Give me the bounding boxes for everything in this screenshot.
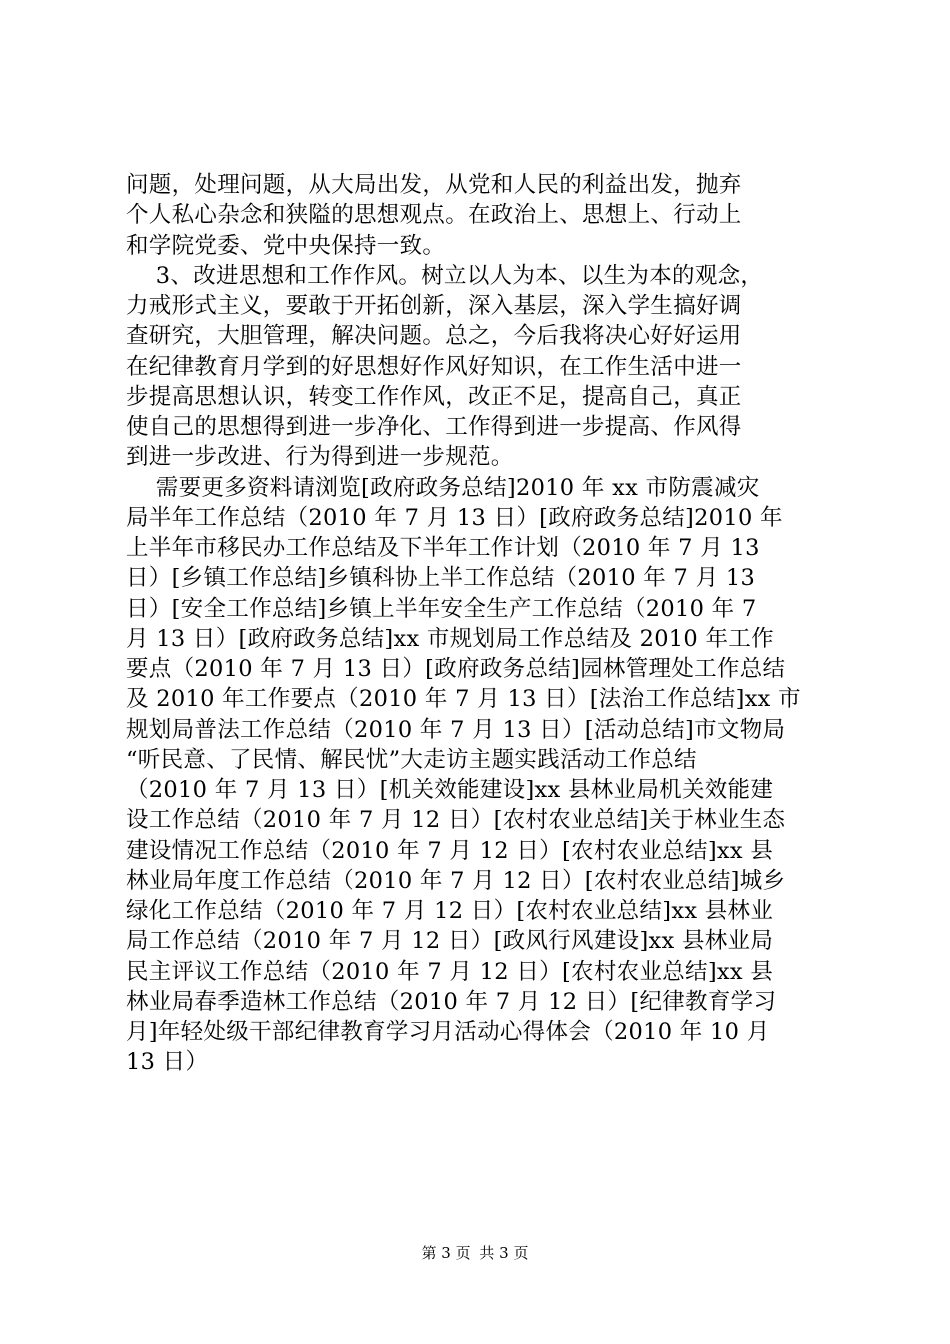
text-line: 到进一步改进、行为得到进一步规范。 bbox=[126, 444, 514, 471]
text-line: 需要更多资料请浏览[政府政务总结]2010 年 xx 市防震减灾 bbox=[126, 474, 760, 501]
text-line: 设工作总结（2010 年 7 月 12 日）[农村农业总结]关于林业生态 bbox=[126, 807, 786, 834]
text-line: 个人私心杂念和狭隘的思想观点。在政治上、思想上、行动上 bbox=[126, 202, 742, 229]
text-line: 力戒形式主义，要敢于开拓创新，深入基层，深入学生搞好调 bbox=[126, 293, 742, 319]
text-line: 3、改进思想和工作作风。树立以人为本、以生为本的观念， bbox=[126, 262, 764, 289]
page-total: 共 3 页 bbox=[479, 1244, 529, 1262]
text-line: 月]年轻处级干部纪律教育学习月活动心得体会（2010 年 10 月 bbox=[126, 1019, 770, 1045]
text-line: 使自己的思想得到进一步净化、工作得到进一步提高、作风得 bbox=[126, 414, 742, 440]
text-line: 日）[安全工作总结]乡镇上半年安全生产工作总结（2010 年 7 bbox=[126, 595, 757, 622]
text-line: “听民意、了民情、解民忧”大走访主题实践活动工作总结 bbox=[126, 746, 697, 773]
text-line: 规划局普法工作总结（2010 年 7 月 13 日）[活动总结]市文物局 bbox=[126, 716, 786, 743]
text-line: 林业局年度工作总结（2010 年 7 月 12 日）[农村农业总结]城乡 bbox=[126, 867, 786, 894]
text-line: 13 日） bbox=[126, 1049, 209, 1076]
text-line: 绿化工作总结（2010 年 7 月 12 日）[农村农业总结]xx 县林业 bbox=[126, 898, 774, 924]
document-body bbox=[126, 170, 834, 1078]
text-line: 要点（2010 年 7 月 13 日）[政府政务总结]园林管理处工作总结 bbox=[126, 656, 786, 682]
text-line: 上半年市移民办工作总结及下半年工作计划（2010 年 7 月 13 bbox=[126, 535, 760, 561]
text-line: 日）[乡镇工作总结]乡镇科协上半工作总结（2010 年 7 月 13 bbox=[126, 565, 756, 592]
text-line: 及 2010 年工作要点（2010 年 7 月 13 日）[法治工作总结]xx 市 bbox=[126, 686, 801, 713]
page-number: 第 3 页 bbox=[421, 1244, 471, 1262]
page-footer bbox=[0, 1243, 950, 1263]
text-line: 建设情况工作总结（2010 年 7 月 12 日）[农村农业总结]xx 县 bbox=[126, 837, 774, 864]
text-line: （2010 年 7 月 13 日）[机关效能建设]xx 县林业局机关效能建 bbox=[126, 777, 774, 803]
text-line: 问题，处理问题，从大局出发，从党和人民的利益出发，抛弃 bbox=[126, 172, 742, 198]
text-line: 民主评议工作总结（2010 年 7 月 12 日）[农村农业总结]xx 县 bbox=[126, 958, 774, 985]
text-line: 局半年工作总结（2010 年 7 月 13 日）[政府政务总结]2010 年 bbox=[126, 504, 783, 531]
text-line: 林业局春季造林工作总结（2010 年 7 月 12 日）[纪律教育学习 bbox=[126, 988, 777, 1015]
text-line: 查研究，大胆管理，解决问题。总之，今后我将决心好好运用 bbox=[126, 323, 742, 350]
text-line: 和学院党委、党中央保持一致。 bbox=[126, 232, 446, 259]
text-line: 在纪律教育月学到的好思想好作风好知识，在工作生活中进一 bbox=[126, 353, 742, 380]
text-line: 步提高思想认识，转变工作作风，改正不足，提高自己，真正 bbox=[126, 383, 742, 410]
text-line: 局工作总结（2010 年 7 月 12 日）[政风行风建设]xx 县林业局 bbox=[126, 928, 774, 955]
text-line: 月 13 日）[政府政务总结]xx 市规划局工作总结及 2010 年工作 bbox=[126, 625, 774, 652]
